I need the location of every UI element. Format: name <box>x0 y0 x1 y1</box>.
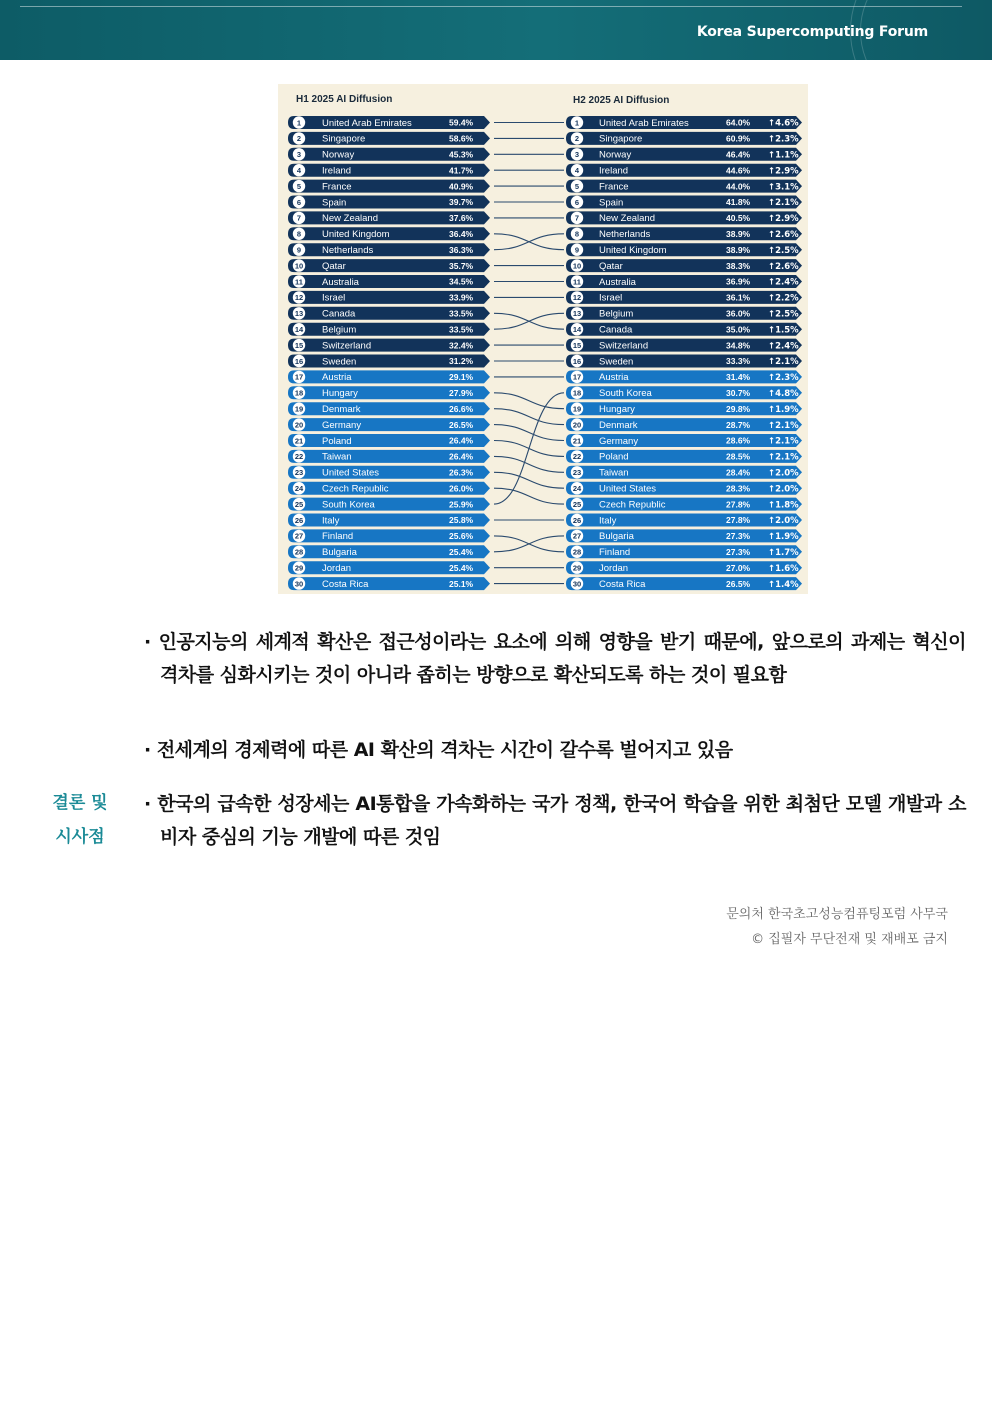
change-value: ↑2.5% <box>768 309 799 320</box>
rank-number: 28 <box>294 547 304 557</box>
change-value: ↑1.9% <box>768 532 799 543</box>
diffusion-value: 34.5% <box>449 276 474 287</box>
diffusion-value: 31.4% <box>726 372 751 383</box>
country-name: Sweden <box>322 356 357 368</box>
change-value: ↑2.3% <box>768 373 799 384</box>
change-value: ↑2.9% <box>768 166 799 177</box>
rank-number: 26 <box>572 515 582 525</box>
change-value: ↑1.8% <box>768 500 799 511</box>
diffusion-value: 44.0% <box>726 181 751 192</box>
country-name: Israel <box>322 292 346 304</box>
diffusion-value: 34.8% <box>726 340 751 351</box>
country-name: Norway <box>322 149 355 161</box>
diffusion-value: 40.9% <box>449 181 474 192</box>
country-name: Canada <box>322 308 356 320</box>
diffusion-value: 60.9% <box>726 133 751 144</box>
diffusion-value: 36.9% <box>726 276 751 287</box>
change-value: ↑1.6% <box>768 563 799 574</box>
diffusion-value: 44.6% <box>726 165 751 176</box>
diffusion-value: 30.7% <box>726 388 751 398</box>
country-name: United Kingdom <box>599 245 667 256</box>
diffusion-value: 37.6% <box>449 213 474 224</box>
ai-diffusion-chart <box>278 84 808 594</box>
country-name: Singapore <box>599 133 643 145</box>
rank-number: 20 <box>572 420 582 430</box>
rank-number: 25 <box>572 499 582 509</box>
rank-number: 8 <box>296 229 302 239</box>
diffusion-value: 26.4% <box>449 435 474 446</box>
rank-number: 27 <box>572 531 582 541</box>
rank-number: 6 <box>574 197 580 207</box>
diffusion-value: 46.4% <box>726 149 751 160</box>
footer-contact <box>726 902 948 952</box>
country-name: Norway <box>599 149 632 161</box>
country-name: Denmark <box>322 404 361 415</box>
country-name: New Zealand <box>322 213 378 225</box>
country-name: United States <box>599 483 657 495</box>
country-name: Poland <box>322 435 352 447</box>
country-name: Qatar <box>322 260 346 272</box>
diffusion-value: 26.3% <box>449 467 474 478</box>
header-title: Korea Supercomputing Forum <box>696 24 928 40</box>
chart-title-h2: H2 2025 AI Diffusion <box>573 95 670 106</box>
diffusion-value: 32.4% <box>449 340 474 351</box>
change-value: ↑3.1% <box>768 182 799 193</box>
bullet-economic-gap: · 전세계의 경제력에 따른 AI 확산의 격차는 시간이 갈수록 벌어지고 있음 <box>144 739 733 761</box>
diffusion-value: 27.9% <box>449 388 474 398</box>
diffusion-value: 33.5% <box>449 308 474 319</box>
rank-number: 30 <box>572 579 582 589</box>
diffusion-value: 36.0% <box>726 308 751 319</box>
conclusion-label-line2: 시사점 <box>55 827 105 847</box>
diffusion-value: 38.3% <box>726 260 751 271</box>
diffusion-value: 40.5% <box>726 213 751 224</box>
rank-number: 24 <box>294 484 304 493</box>
country-name: Sweden <box>599 356 634 368</box>
change-value: ↑1.1% <box>768 150 799 161</box>
change-value: ↑2.4% <box>768 277 799 288</box>
country-name: United Kingdom <box>322 229 390 241</box>
diffusion-value: 36.4% <box>449 229 474 239</box>
country-name: Czech Republic <box>599 499 666 511</box>
diffusion-value: 25.1% <box>449 578 474 589</box>
rank-number: 18 <box>572 388 582 398</box>
change-value: ↑2.6% <box>768 230 799 240</box>
country-name: United Arab Emirates <box>599 117 689 129</box>
country-name: Italy <box>599 515 617 527</box>
rank-number: 4 <box>296 166 302 175</box>
diffusion-value: 26.0% <box>449 483 474 494</box>
rank-number: 25 <box>294 499 304 509</box>
diffusion-value: 35.7% <box>449 260 474 271</box>
diffusion-value: 25.4% <box>449 547 474 557</box>
country-name: Austria <box>322 372 352 384</box>
rank-number: 8 <box>574 229 580 239</box>
rank-number: 5 <box>574 181 580 191</box>
diffusion-value: 45.3% <box>449 149 474 160</box>
diffusion-value: 26.5% <box>726 578 751 589</box>
country-name: Austria <box>599 372 629 384</box>
rank-number: 30 <box>294 579 304 589</box>
diffusion-value: 25.6% <box>449 531 474 542</box>
diffusion-value: 59.4% <box>449 117 474 128</box>
rank-number: 15 <box>294 340 304 350</box>
diffusion-value: 33.9% <box>449 292 474 303</box>
diffusion-value: 25.8% <box>449 515 474 526</box>
change-value: ↑2.4% <box>768 341 799 352</box>
change-value: ↑2.1% <box>768 436 799 447</box>
country-name: South Korea <box>322 499 375 511</box>
rank-number: 3 <box>296 150 302 160</box>
diffusion-value: 25.9% <box>449 499 474 510</box>
diffusion-value: 41.8% <box>726 197 751 208</box>
diffusion-value: 31.2% <box>449 356 474 367</box>
change-value: ↑2.9% <box>768 214 799 225</box>
diffusion-value: 27.3% <box>726 547 751 557</box>
diffusion-value: 27.8% <box>726 515 751 526</box>
bullet-diffusion-access: · 인공지능의 세계적 확산은 접근성이라는 요소에 의해 영향을 받기 때문에, 앞으로의 과제는 혁신이 격차를 심화시키는 것이 아니라 좁히는 방향으로 확산되도록 하는 것이 필요함 <box>144 631 966 686</box>
rank-number: 4 <box>574 166 580 175</box>
country-name: South Korea <box>599 388 652 400</box>
diffusion-value: 28.4% <box>726 467 751 478</box>
country-name: Netherlands <box>322 245 374 256</box>
diffusion-value: 26.6% <box>449 403 474 414</box>
rank-number: 18 <box>294 388 304 398</box>
change-value: ↑2.2% <box>768 293 799 304</box>
page-header <box>0 0 992 60</box>
rank-number: 5 <box>296 181 302 191</box>
rank-number: 9 <box>296 245 302 255</box>
rank-number: 13 <box>572 309 582 319</box>
rank-number: 29 <box>294 563 304 573</box>
country-name: Denmark <box>599 419 638 431</box>
rank-number: 13 <box>294 309 304 319</box>
rank-number: 28 <box>572 547 582 557</box>
rank-number: 1 <box>574 118 580 128</box>
rank-number: 20 <box>294 420 304 430</box>
rank-number: 26 <box>294 515 304 525</box>
rank-number: 7 <box>296 213 302 223</box>
country-name: Germany <box>322 419 362 431</box>
rank-number: 7 <box>574 213 580 223</box>
header-rule <box>20 6 962 7</box>
rank-number: 11 <box>295 277 303 287</box>
diffusion-value: 29.8% <box>726 403 751 414</box>
country-name: United States <box>322 467 380 479</box>
country-name: Finland <box>322 531 354 543</box>
diffusion-value: 28.7% <box>726 419 751 430</box>
conclusion-label-line1: 결론 및 <box>52 793 108 813</box>
diffusion-value: 36.1% <box>726 292 751 303</box>
country-name: Canada <box>599 324 633 336</box>
diffusion-value: 27.3% <box>726 531 751 542</box>
rank-number: 3 <box>574 150 580 160</box>
country-name: Qatar <box>599 260 623 272</box>
rank-number: 23 <box>294 468 304 478</box>
rank-number: 12 <box>572 293 582 303</box>
change-value: ↑2.1% <box>768 198 799 209</box>
country-name: Switzerland <box>599 340 649 352</box>
diffusion-value: 27.8% <box>726 499 751 510</box>
rank-number: 2 <box>574 134 580 144</box>
rank-number: 10 <box>572 261 582 271</box>
change-value: ↑2.1% <box>768 420 799 431</box>
change-value: ↑4.8% <box>768 389 799 399</box>
country-name: Jordan <box>599 563 629 574</box>
country-name: Australia <box>599 276 636 288</box>
diffusion-value: 38.9% <box>726 229 751 239</box>
change-value: ↑1.4% <box>768 579 799 590</box>
country-name: Belgium <box>599 308 634 320</box>
country-name: Poland <box>599 451 629 463</box>
country-name: Netherlands <box>599 229 651 241</box>
diffusion-value: 38.9% <box>726 244 751 255</box>
change-value: ↑4.6% <box>768 118 799 129</box>
diffusion-value: 58.6% <box>449 133 474 144</box>
rank-number: 29 <box>572 563 582 573</box>
contact-line: 문의처 한국초고성능컴퓨팅포럼 사무국 <box>726 907 948 922</box>
country-name: Taiwan <box>599 467 629 479</box>
country-name: Costa Rica <box>322 578 369 590</box>
rank-number: 16 <box>572 356 582 366</box>
country-name: Czech Republic <box>322 483 389 495</box>
rank-number: 23 <box>572 468 582 478</box>
diffusion-value: 41.7% <box>449 165 474 176</box>
rank-number: 1 <box>296 118 302 128</box>
rank-number: 24 <box>572 484 582 493</box>
change-value: ↑2.6% <box>768 261 799 272</box>
change-value: ↑2.1% <box>768 357 799 368</box>
diffusion-value: 35.0% <box>726 324 751 335</box>
country-name: Jordan <box>322 563 352 574</box>
change-value: ↑1.9% <box>768 404 799 415</box>
country-name: Australia <box>322 276 359 288</box>
diffusion-value: 28.6% <box>726 435 751 446</box>
country-name: Bulgaria <box>322 547 357 559</box>
country-name: Finland <box>599 547 631 559</box>
diffusion-value: 27.0% <box>726 562 751 573</box>
diffusion-value: 28.5% <box>726 451 751 462</box>
rank-number: 14 <box>294 325 304 334</box>
change-value: ↑2.5% <box>768 245 799 256</box>
diffusion-value: 26.5% <box>449 419 474 430</box>
rank-number: 21 <box>572 436 582 446</box>
rank-number: 12 <box>294 293 304 303</box>
diffusion-value: 39.7% <box>449 197 474 208</box>
country-name: Israel <box>599 292 623 304</box>
country-name: Italy <box>322 515 340 527</box>
change-value: ↑2.3% <box>768 134 799 145</box>
diffusion-value: 33.5% <box>449 324 474 335</box>
diffusion-value: 29.1% <box>449 372 474 383</box>
rank-number: 14 <box>572 325 582 334</box>
country-name: Ireland <box>599 165 629 177</box>
rank-number: 10 <box>294 261 304 271</box>
rank-number: 19 <box>294 404 304 414</box>
country-name: Singapore <box>322 133 366 145</box>
diffusion-value: 36.3% <box>449 244 474 255</box>
country-name: United Arab Emirates <box>322 117 412 129</box>
change-value: ↑2.0% <box>768 484 799 495</box>
chart-title-h1: H1 2025 AI Diffusion <box>296 94 393 105</box>
country-name: New Zealand <box>599 213 655 225</box>
diffusion-value: 28.3% <box>726 483 751 494</box>
rank-number: 27 <box>294 531 304 541</box>
diffusion-value: 33.3% <box>726 356 751 367</box>
country-name: Belgium <box>322 324 357 336</box>
country-name: Hungary <box>599 404 635 415</box>
rank-number: 9 <box>574 245 580 255</box>
country-name: Bulgaria <box>599 531 634 543</box>
change-value: ↑1.7% <box>768 548 799 558</box>
rank-number: 15 <box>572 340 582 350</box>
change-value: ↑2.0% <box>768 468 799 479</box>
country-name: France <box>322 181 352 193</box>
conclusion-label <box>40 786 120 854</box>
diffusion-value: 25.4% <box>449 562 474 573</box>
copyright-line: © 집필자 무단전재 및 재배포 금지 <box>751 932 948 947</box>
rank-number: 2 <box>296 134 302 144</box>
rank-number: 17 <box>294 372 304 382</box>
country-name: Ireland <box>322 165 352 177</box>
rank-number: 17 <box>572 372 582 382</box>
country-name: France <box>599 181 629 193</box>
country-name: Spain <box>599 197 624 209</box>
rank-number: 11 <box>573 277 581 287</box>
change-value: ↑2.1% <box>768 452 799 463</box>
rank-number: 19 <box>572 404 582 414</box>
rank-number: 22 <box>294 452 304 462</box>
change-value: ↑1.5% <box>768 325 799 336</box>
change-value: ↑2.0% <box>768 516 799 527</box>
rank-number: 21 <box>294 436 304 446</box>
rank-number: 6 <box>296 197 302 207</box>
rank-number: 22 <box>572 452 582 462</box>
bullet-korea-growth: · 한국의 급속한 성장세는 AI통합을 가속화하는 국가 정책, 한국어 학습을 위한 최첨단 모델 개발과 소비자 중심의 기능 개발에 따른 것임 <box>144 793 966 848</box>
rank-number: 16 <box>294 356 304 366</box>
country-name: Hungary <box>322 388 358 400</box>
country-name: Costa Rica <box>599 578 646 590</box>
diffusion-value: 26.4% <box>449 451 474 462</box>
country-name: Taiwan <box>322 451 352 463</box>
country-name: Switzerland <box>322 340 372 352</box>
country-name: Spain <box>322 197 347 209</box>
diffusion-value: 64.0% <box>726 117 751 128</box>
country-name: Germany <box>599 435 639 447</box>
